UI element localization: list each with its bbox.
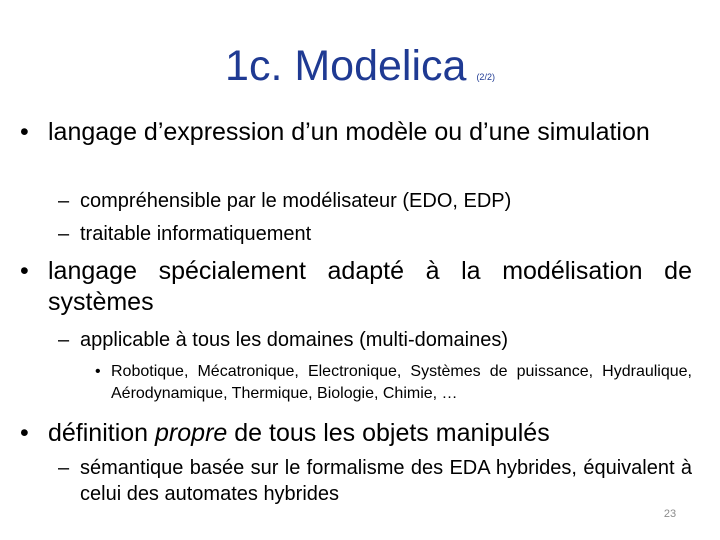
- bullet-2-sub-1-text: applicable à tous les domaines (multi-domaines): [80, 329, 508, 351]
- bullet-1-sub-1-text: compréhensible par le modélisateur (EDO, EDP): [80, 190, 512, 212]
- bullet-1-sub-1: [58, 188, 692, 214]
- bullet-3-text-italic: propre: [155, 419, 228, 447]
- dash-marker: –: [58, 329, 70, 351]
- slide-title-sub: (2/2): [476, 72, 495, 82]
- slide-title-text: 1c. Modelica: [225, 42, 467, 90]
- bullet-2-subsub-1-text: Robotique, Mécatronique, Electronique, Systèmes de puissance, Hydraulique, Aérodynamique, Thermique, Biologie, Chimie, …: [111, 363, 692, 402]
- bullet-1-text: langage d’expression d’un modèle ou d’une simulation: [48, 118, 650, 146]
- dash-marker: –: [58, 190, 70, 212]
- bullet-2-subsub-marker: •: [95, 363, 101, 380]
- bullet-2: [20, 256, 692, 318]
- bullet-3-text-before: définition: [48, 419, 156, 447]
- bullet-1-sub-2: [58, 221, 692, 247]
- bullet-1-sub-2-text: traitable informatiquement: [80, 223, 312, 245]
- bullet-3-sub-1-text: sémantique basée sur le formalisme des EDA hybrides, équivalent à celui des automates hybrides: [80, 457, 692, 505]
- slide-title: [0, 42, 720, 91]
- bullet-3-sub-1: [58, 455, 692, 507]
- bullet-1: [20, 117, 692, 148]
- bullet-1-marker: •: [20, 118, 29, 146]
- bullet-3-marker: •: [20, 419, 29, 447]
- dash-marker: –: [58, 223, 70, 245]
- bullet-2-sub-1: [58, 327, 692, 353]
- bullet-3-text: [48, 418, 692, 449]
- bullet-2-text: langage spécialement adapté à la modélisation de systèmes: [48, 257, 692, 316]
- bullet-3: [20, 418, 692, 449]
- bullet-3-text-after: de tous les objets manipulés: [227, 419, 550, 447]
- bullet-2-subsub-1: [95, 361, 692, 405]
- dash-marker: –: [58, 457, 70, 479]
- page-number: 23: [663, 508, 677, 520]
- bullet-2-marker: •: [20, 257, 29, 285]
